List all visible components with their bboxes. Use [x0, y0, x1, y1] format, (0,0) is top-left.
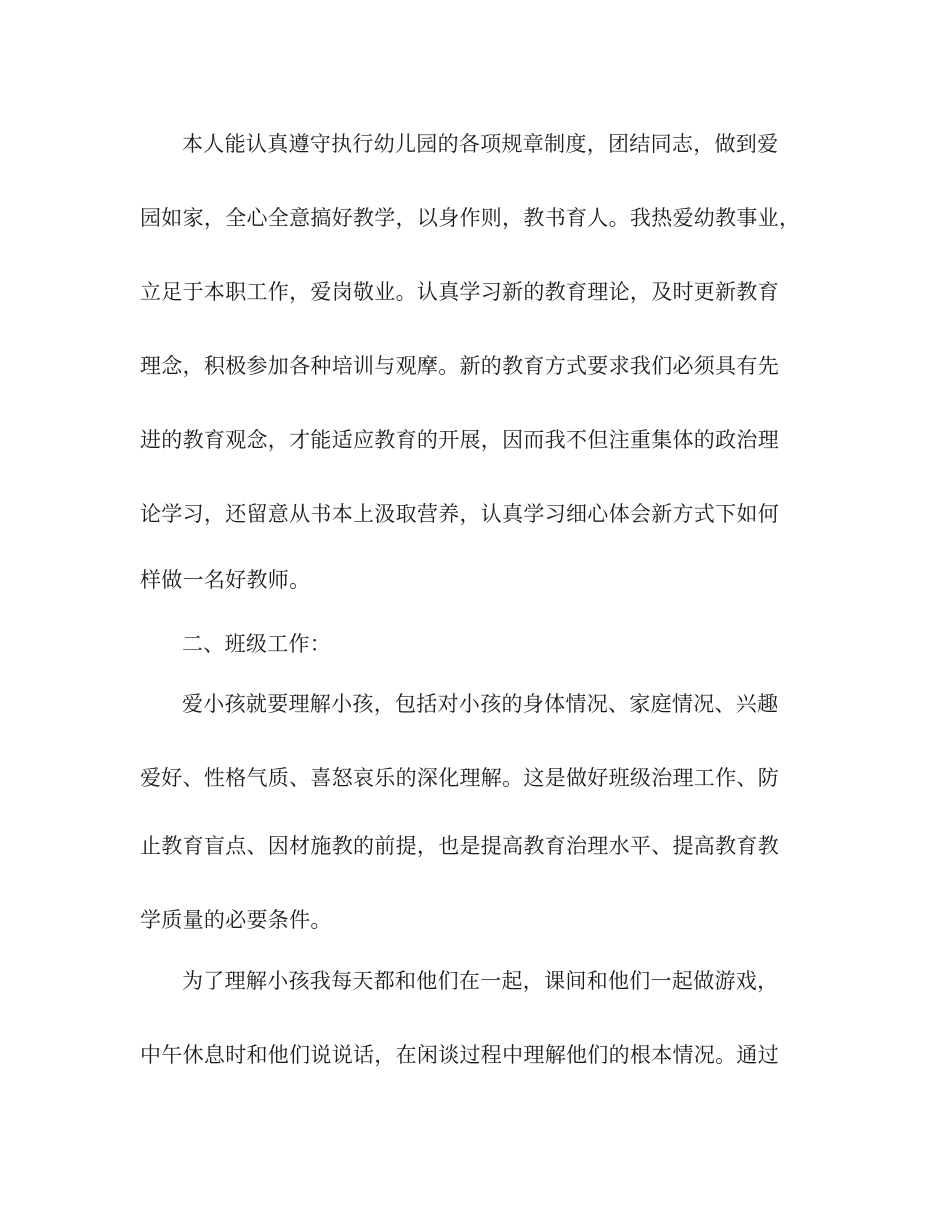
paragraph-line: 本人能认真遵守执行幼儿园的各项规章制度，团结同志，做到爱: [182, 132, 779, 156]
paragraph-line: 中午休息时和他们说说话，在闲谈过程中理解他们的根本情况。通过: [140, 1043, 779, 1067]
paragraph-line: 理念，积极参加各种培训与观摩。新的教育方式要求我们必须具有先: [140, 354, 779, 378]
paragraph-line: 论学习，还留意从书本上汲取营养，认真学习细心体会新方式下如何: [140, 502, 779, 526]
paragraph-line: 样做一名好教师。: [140, 568, 311, 592]
paragraph-line: 止教育盲点、因材施教的前提，也是提高教育治理水平、提高教育教: [140, 834, 779, 858]
paragraph-line: 爱小孩就要理解小孩，包括对小孩的身体情况、家庭情况、兴趣: [182, 692, 779, 716]
paragraph-line: 学质量的必要条件。: [140, 908, 332, 932]
paragraph-line: 爱好、性格气质、喜怒哀乐的深化理解。这是做好班级治理工作、防: [140, 766, 779, 790]
paragraph-line: 园如家，全心全意搞好教学，以身作则，教书育人。我热爱幼教事业，: [140, 206, 801, 230]
paragraph-line: 立足于本职工作，爱岗敬业。认真学习新的教育理论，及时更新教育: [140, 280, 779, 304]
section-heading: 二、班级工作：: [182, 632, 332, 656]
paragraph-line: 为了理解小孩我每天都和他们在一起，课间和他们一起做游戏，: [182, 969, 779, 993]
paragraph-line: 进的教育观念，才能适应教育的开展，因而我不但注重集体的政治理: [140, 428, 779, 452]
